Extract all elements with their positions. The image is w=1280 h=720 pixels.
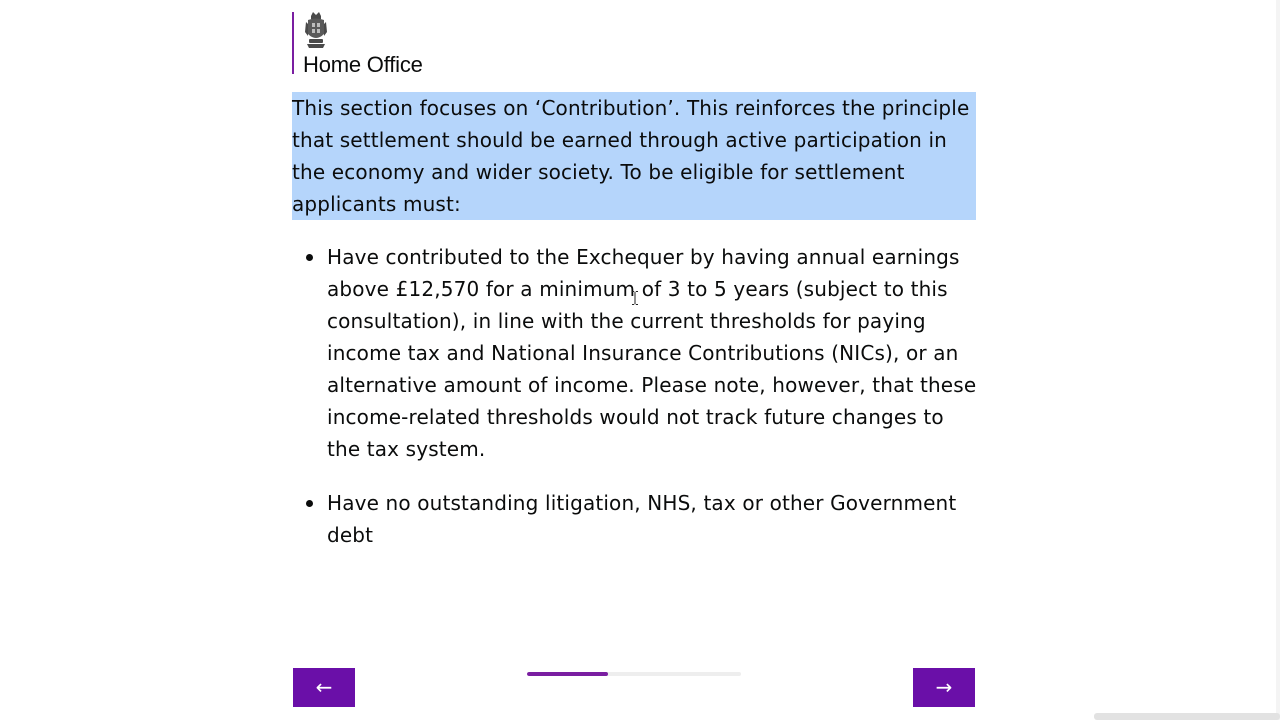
bullet-icon xyxy=(306,500,313,507)
list-item xyxy=(292,241,982,465)
home-office-logo xyxy=(292,12,423,77)
previous-slide-button[interactable]: ← xyxy=(293,668,355,707)
list-item xyxy=(292,487,982,551)
intro-text: This section focuses on ‘Contribution’. This reinforces the principle that settlement should be earned through active participation in the economy and wider society. To be eligible for settlement applicants must: xyxy=(292,96,970,216)
list-item-text: Have contributed to the Exchequer by having annual earnings above £12,570 for a minimum of 3 to 5 years (subject to this consultation), in line with the current thresholds for paying income tax and National Insurance Contributions (NICs), or an alternative amount of income. Please note, however, that these income-related thresholds would not track future changes to the tax system. xyxy=(327,245,977,461)
bullet-icon xyxy=(306,254,313,261)
text-cursor-icon xyxy=(632,291,638,305)
logo-wordmark: Home Office xyxy=(303,52,423,77)
progress-bar-fill xyxy=(527,672,608,676)
progress-bar xyxy=(527,672,741,676)
list-item-text: Have no outstanding litigation, NHS, tax or other Government debt xyxy=(327,491,957,547)
next-slide-button[interactable]: → xyxy=(913,668,975,707)
intro-highlighted-paragraph xyxy=(292,92,976,220)
royal-crest-icon xyxy=(303,12,329,52)
horizontal-scrollbar-thumb[interactable] xyxy=(1094,713,1280,720)
vertical-scrollbar[interactable] xyxy=(1276,0,1280,720)
